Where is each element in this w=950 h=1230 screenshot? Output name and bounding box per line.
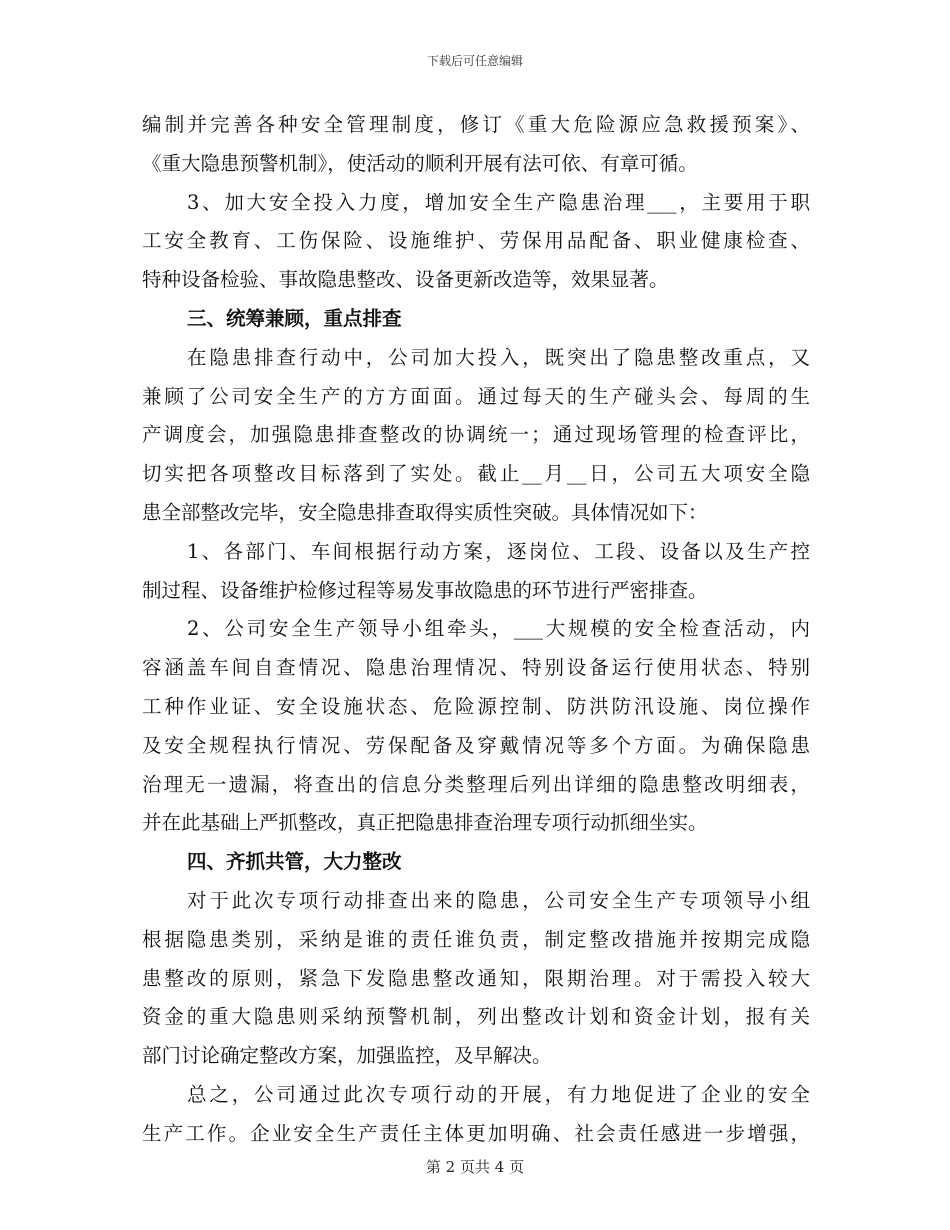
body-line: 切实把各项整改目标落到了实处。截止__月__日，公司五大项安全隐 <box>142 462 810 486</box>
body-line: 特种设备检验、事故隐患整改、设备更新改造等，效果显著。 <box>142 268 669 292</box>
section-heading: 四、齐抓共管，大力整改 <box>187 850 402 874</box>
body-line: 3、加大安全投入力度，增加安全生产隐患治理___，主要用于职 <box>187 190 810 214</box>
body-line: 及安全规程执行情况、劳保配备及穿戴情况等多个方面。为确保隐患 <box>142 733 810 757</box>
body-line: 患全部整改完毕，安全隐患排查取得实质性突破。具体情况如下： <box>142 500 708 524</box>
body-line: 部门讨论确定整改方案，加强监控，及早解决。 <box>142 1044 552 1068</box>
body-line: 《重大隐患预警机制》，使活动的顺利开展有法可依、有章可循。 <box>142 151 698 175</box>
body-line: 工种作业证、安全设施状态、危险源控制、防洪防汛设施、岗位操作 <box>142 694 810 718</box>
body-line: 患整改的原则，紧急下发隐患整改通知，限期治理。对于需投入较大 <box>142 966 810 990</box>
body-line: 在隐患排查行动中，公司加大投入，既突出了隐患整改重点，又 <box>187 345 810 369</box>
body-line: 产调度会，加强隐患排查整改的协调统一；通过现场管理的检查评比， <box>142 423 810 447</box>
body-line: 生产工作。企业安全生产责任主体更加明确、社会责任感进一步增强， <box>142 1121 810 1145</box>
body-line: 1、各部门、车间根据行动方案，逐岗位、工段、设备以及生产控 <box>187 539 810 563</box>
page-number: 第 2 页共 4 页 <box>425 1158 525 1176</box>
body-line: 编制并完善各种安全管理制度，修订《重大危险源应急救援预案》、 <box>142 113 810 136</box>
body-line: 容涵盖车间自查情况、隐患治理情况、特别设备运行使用状态、特别 <box>142 656 810 680</box>
body-line: 治理无一遗漏，将查出的信息分类整理后列出详细的隐患整改明细表， <box>142 772 810 796</box>
body-line: 2、公司安全生产领导小组牵头，___大规模的安全检查活动，内 <box>187 617 810 641</box>
page-header-note: 下载后可任意编辑 <box>426 54 523 68</box>
body-line: 总之，公司通过此次专项行动的开展，有力地促进了企业的安全 <box>187 1082 810 1106</box>
body-line: 工安全教育、工伤保险、设施维护、劳保用品配备、职业健康检查、 <box>142 229 810 253</box>
section-heading: 三、统筹兼顾，重点排查 <box>187 306 402 330</box>
body-line: 根据隐患类别，采纳是谁的责任谁负责，制定整改措施并按期完成隐 <box>142 927 810 951</box>
body-line: 兼顾了公司安全生产的方方面面。通过每天的生产碰头会、每周的生 <box>142 384 810 408</box>
document-body <box>142 106 810 1154</box>
body-line: 并在此基础上严抓整改，真正把隐患排查治理专项行动抓细坐实。 <box>142 811 708 835</box>
body-line: 资金的重大隐患则采纳预警机制，列出整改计划和资金计划，报有关 <box>142 1005 810 1029</box>
body-line: 对于此次专项行动排查出来的隐患，公司安全生产专项领导小组 <box>187 888 810 912</box>
body-line: 制过程、设备维护检修过程等易发事故隐患的环节进行严密排查。 <box>142 578 708 602</box>
